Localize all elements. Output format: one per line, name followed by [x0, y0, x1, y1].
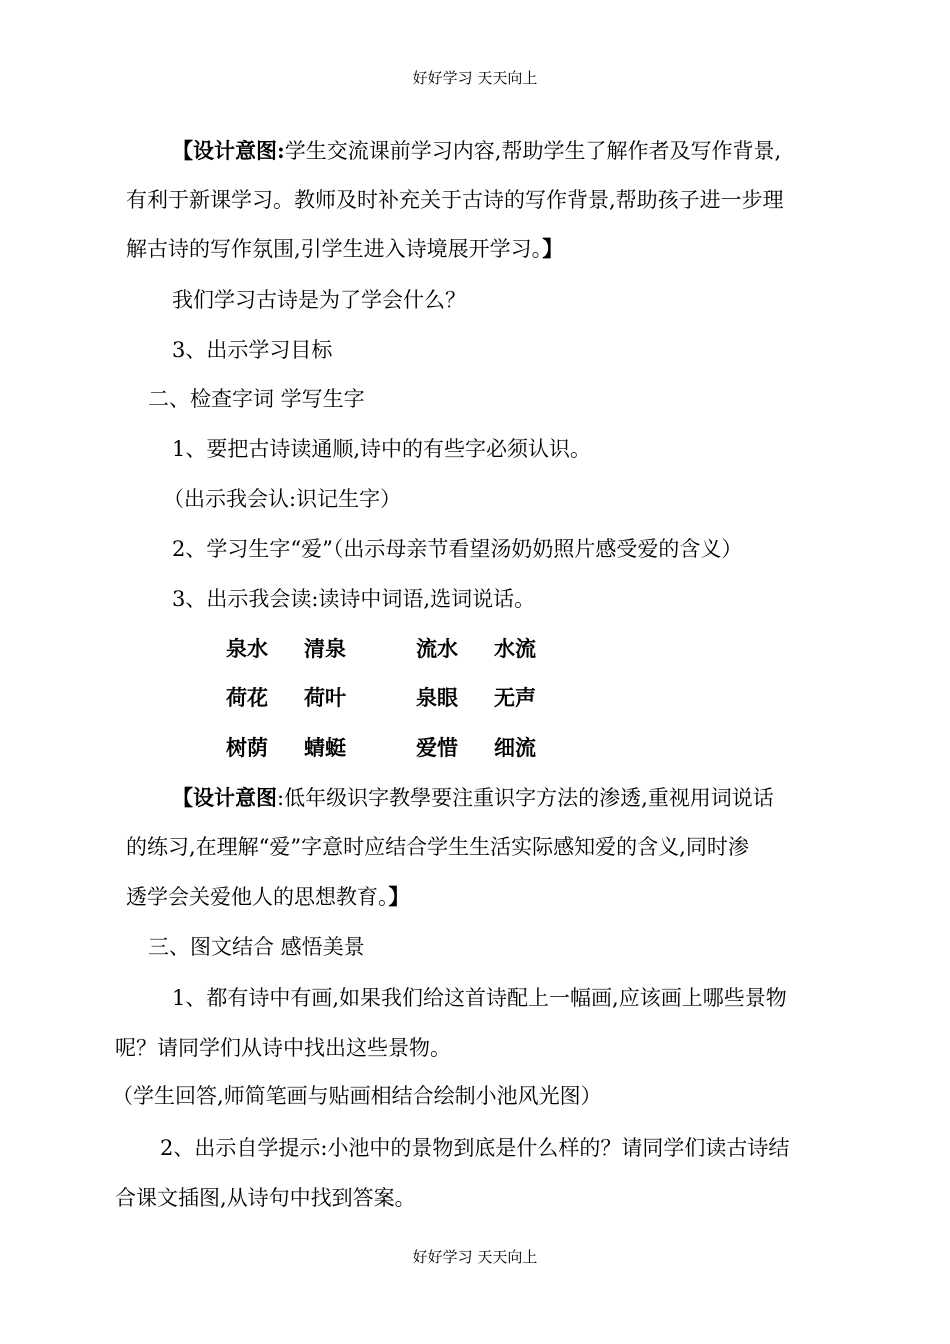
- word-cell: 蜻蜓: [304, 735, 346, 760]
- question-paragraph: 我们学习古诗是为了学会什么？: [172, 288, 466, 312]
- section-3-title: 三、图文结合 感悟美景: [148, 935, 365, 959]
- design-intent-label: 【设计意图: [172, 785, 277, 810]
- section-2-item-2: 2、学习生字“爱”（出示母亲节看望汤奶奶照片感受爱的含义）: [172, 537, 743, 561]
- word-cell: 泉水: [226, 636, 268, 661]
- word-cell: 流水: [416, 636, 458, 661]
- word-cell: 荷叶: [304, 685, 346, 710]
- page-footer: 好好学习 天天向上: [412, 1248, 538, 1266]
- design-intent-close: 】: [388, 884, 410, 909]
- section-2-item-3: 3、出示我会读:读诗中词语,选词说话。: [172, 587, 536, 611]
- design-intent-close: 】: [542, 236, 564, 261]
- word-cell: 荷花: [226, 685, 268, 710]
- section-3-item-1-line-1: 1、都有诗中有画,如果我们给这首诗配上一幅画,应该画上哪些景物: [172, 986, 787, 1010]
- step-3-learning-goals: 3、出示学习目标: [172, 338, 333, 362]
- word-cell: 水流: [494, 636, 536, 661]
- word-cell: 无声: [494, 685, 536, 710]
- design-intent-text: :低年级识字教學要注重识字方法的渗透,重视用词说话: [277, 786, 774, 810]
- page-header: 好好学习 天天向上: [412, 69, 538, 87]
- design-intent-2-line-1: [172, 783, 774, 813]
- section-3-item-1-line-2: 呢？请同学们从诗中找出这些景物。: [115, 1036, 451, 1060]
- design-intent-2-line-3: [126, 882, 410, 912]
- word-cell: 爱惜: [416, 735, 458, 760]
- section-3-item-2-line-2: 合课文插图,从诗句中找到答案。: [115, 1186, 416, 1210]
- section-2-title: 二、检查字词 学写生字: [148, 387, 365, 411]
- word-cell: 泉眼: [416, 685, 458, 710]
- word-cell: 树荫: [226, 735, 268, 760]
- design-intent-2-line-2: 的练习,在理解“爱”字意时应结合学生生活实际感知爱的含义,同时渗: [126, 835, 749, 859]
- section-3-item-2-line-1: 2、出示自学提示:小池中的景物到底是什么样的？请同学们读古诗结: [160, 1136, 790, 1160]
- section-2-item-1: 1、要把古诗读通顺,诗中的有些字必须认识。: [172, 437, 592, 461]
- design-intent-1-line-2: 有利于新课学习。教师及时补充关于古诗的写作背景,帮助孩子进一步理: [126, 188, 784, 212]
- design-intent-1-line-3: [126, 234, 563, 264]
- design-intent-text: 解古诗的写作氛围,引学生进入诗境展开学习。: [126, 237, 543, 261]
- word-cell: 清泉: [304, 636, 346, 661]
- design-intent-text: 透学会关爱他人的思想教育。: [126, 885, 389, 909]
- section-3-note: （学生回答,师简笔画与贴画相结合绘制小池风光图）: [112, 1084, 602, 1108]
- design-intent-label: 【设计意图:: [172, 138, 285, 163]
- section-2-note: （出示我会认:识记生字）: [163, 487, 402, 511]
- word-cell: 细流: [494, 735, 536, 760]
- design-intent-text: 学生交流课前学习内容,帮助学生了解作者及写作背景,: [284, 139, 782, 163]
- design-intent-1-line-1: [172, 136, 781, 166]
